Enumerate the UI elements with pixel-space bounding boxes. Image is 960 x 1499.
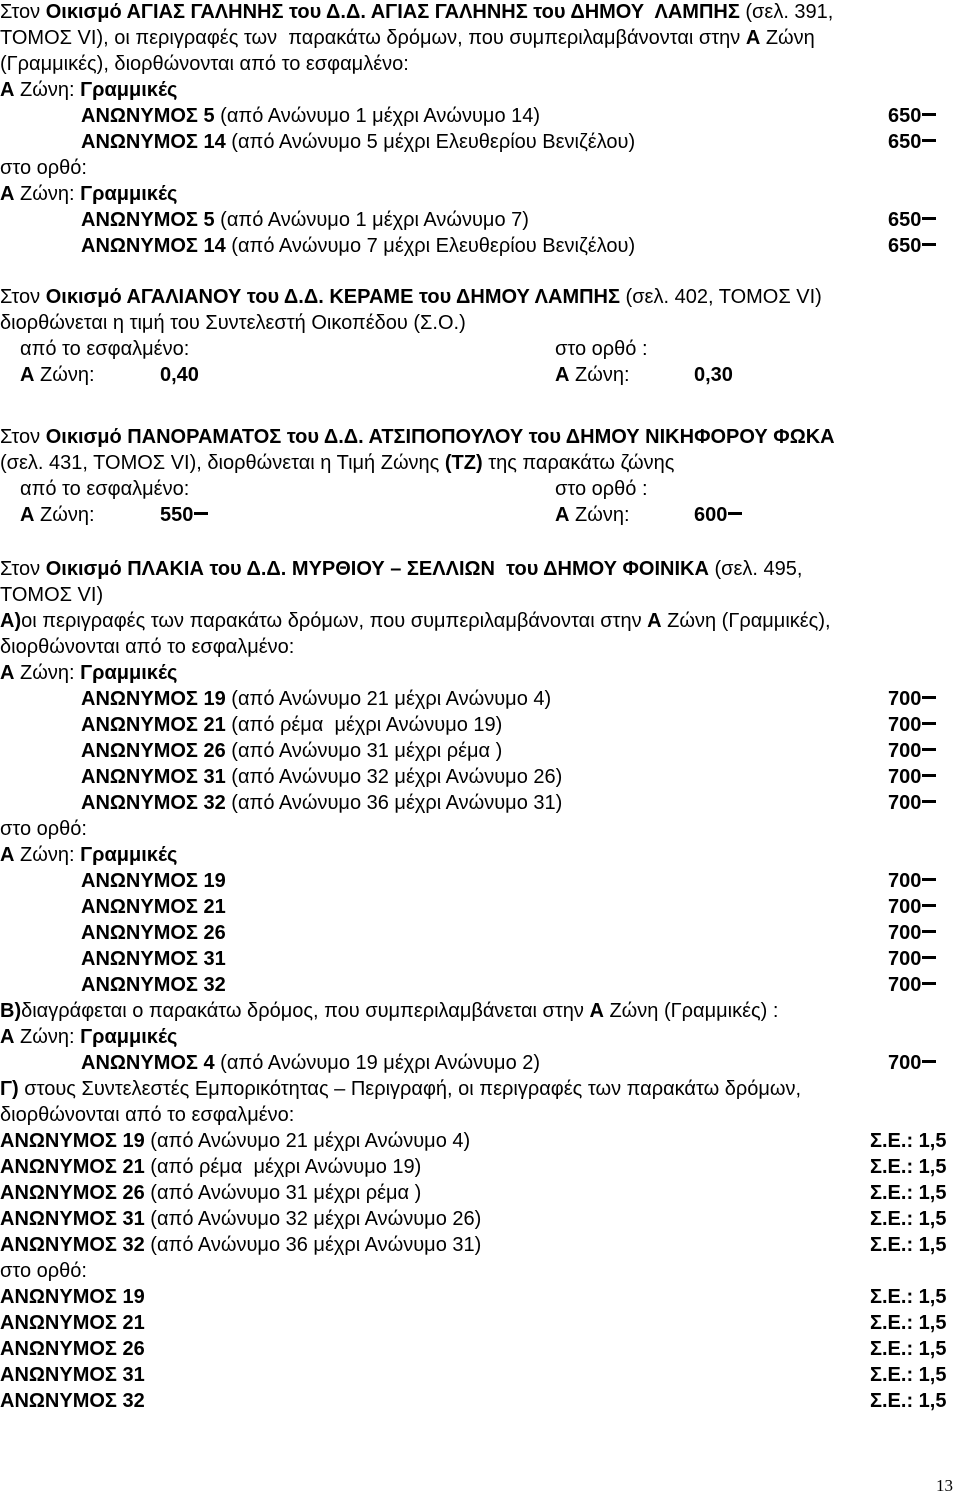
road-desc: (από Ανώνυμο 31 μέχρι ρέμα ) (225, 740, 503, 762)
road-row (0, 1128, 470, 1154)
zone-correct-value (555, 502, 630, 528)
road-row (81, 738, 502, 764)
euro-icon (922, 800, 936, 803)
zone-price-correct (694, 502, 742, 528)
text: Ζώνη: (14, 183, 81, 205)
road-name: ΑΝΩΝΥΜΟΣ 21 (0, 1156, 145, 1178)
text: Ζώνη (Γραμμικές) : (603, 1000, 779, 1022)
text: Ζώνη: (14, 1026, 81, 1048)
subsection-label: Α) (0, 610, 22, 632)
coefficient-wrong: 0,40 (160, 364, 199, 386)
sec2-intro-line1 (0, 284, 822, 310)
zone-letter: Α (555, 364, 570, 386)
text: Ζώνη: (569, 364, 630, 386)
commercial-coefficient: Σ.Ε.: 1,5 (870, 1286, 947, 1308)
zone-letter: Α (20, 504, 35, 526)
zone-price (888, 920, 936, 946)
zone-letter: Α (20, 364, 35, 386)
commercial-coefficient: Σ.Ε.: 1,5 (870, 1234, 947, 1256)
zone-letter: Α (0, 183, 15, 205)
subsection-a (0, 608, 831, 634)
road-desc: (από ρέμα μέχρι Ανώνυμο 19) (144, 1156, 422, 1178)
zone-price (888, 946, 936, 972)
road-number: 5 (203, 209, 215, 231)
euro-icon (922, 139, 936, 142)
text: (σελ. 391, (739, 1, 834, 23)
road-name: ΑΝΩΝΥΜΟΣ 26 (81, 922, 226, 944)
subsection-label: Β) (0, 1000, 22, 1022)
road-desc: (από Ανώνυμο 7 μέχρι Ελευθερίου Βενιζέλου) (225, 235, 636, 257)
text: ΤΟΜΟΣ VI), οι περιγραφές των παρακάτω δρόμων, που συμπεριλαμβάνονται στην (0, 27, 746, 49)
zone-letter: Α (745, 27, 761, 49)
subsection-b (0, 998, 778, 1024)
zone-price (888, 868, 936, 894)
zone-letter: Α (0, 844, 15, 866)
text: (σελ. 431, ΤΟΜΟΣ VI), διορθώνεται η Τιμή Ζώνης (0, 452, 445, 474)
zone-price (888, 894, 936, 920)
road-desc: (από Ανώνυμο 32 μέχρι Ανώνυμο 26) (225, 766, 563, 788)
text: (σελ. 402, ΤΟΜΟΣ VI) (620, 286, 822, 308)
price-value: 550 (160, 504, 194, 526)
price-value: 700 (888, 740, 922, 762)
price-value: 700 (888, 896, 922, 918)
zone-letter: Α (555, 504, 570, 526)
sec4-c-line2: διορθώνονται από το εσφαλμένο: (0, 1104, 295, 1126)
zone-price (888, 233, 936, 259)
wrong-label: από το εσφαλμένο: (20, 478, 190, 500)
commercial-coefficient: Σ.Ε.: 1,5 (870, 1182, 947, 1204)
zone-price (888, 207, 936, 233)
road-name: ΑΝΩΝΥΜΟΣ (81, 209, 204, 231)
zone-type: Γραμμικές (80, 183, 178, 205)
euro-icon (922, 696, 936, 699)
euro-icon (922, 930, 936, 933)
coefficient-correct: 0,30 (694, 364, 733, 386)
zone-price (888, 103, 936, 129)
zone-correct-value (555, 362, 630, 388)
euro-icon (922, 878, 936, 881)
text-bold: (ΤΖ) (444, 452, 483, 474)
sec1-intro-line3: (Γραμμικές), διορθώνονται από το εσφαμλένο: (0, 53, 409, 75)
road-number: 14 (203, 235, 226, 257)
text: Ζώνη: (34, 504, 95, 526)
zone-price (888, 686, 936, 712)
settlement-title: Οικισμό ΠΛΑΚΙΑ του Δ.Δ. ΜΥΡΘΙΟΥ – ΣΕΛΛΙΩΝ του ΔΗΜΟΥ ΦΟΙΝΙΚΑ (45, 558, 709, 580)
road-row (81, 207, 529, 233)
price-value: 650 (888, 235, 922, 257)
sec1-intro-line2 (0, 25, 815, 51)
text: Στον (0, 286, 46, 308)
text: Ζώνη: (34, 364, 95, 386)
sec3-intro-line1 (0, 424, 835, 450)
road-name: ΑΝΩΝΥΜΟΣ (81, 131, 204, 153)
settlement-title: Οικισμό ΑΓΙΑΣ ΓΑΛΗΝΗΣ του Δ.Δ. ΑΓΙΑΣ ΓΑΛΗΝΗΣ του ΔΗΜΟΥ ΛΑΜΠΗΣ (45, 1, 740, 23)
road-row (81, 233, 635, 259)
road-row (81, 712, 502, 738)
zone-price (888, 764, 936, 790)
road-name: ΑΝΩΝΥΜΟΣ 26 (0, 1182, 145, 1204)
price-value: 700 (888, 766, 922, 788)
road-number: 14 (203, 131, 226, 153)
euro-icon (922, 982, 936, 985)
page-number: 13 (936, 1476, 953, 1495)
road-name: ΑΝΩΝΥΜΟΣ (81, 105, 204, 127)
price-value: 700 (888, 948, 922, 970)
zone-price (888, 129, 936, 155)
road-row (81, 686, 551, 712)
price-value: 600 (694, 504, 728, 526)
text: Ζώνη: (14, 662, 81, 684)
commercial-coefficient: Σ.Ε.: 1,5 (870, 1130, 947, 1152)
text: Στον (0, 426, 46, 448)
road-desc: (από Ανώνυμο 5 μέχρι Ελευθερίου Βενιζέλου) (225, 131, 636, 153)
road-row (0, 1154, 421, 1180)
euro-icon (194, 512, 208, 515)
road-name: ΑΝΩΝΥΜΟΣ 31 (81, 948, 226, 970)
sec3-intro-line2 (0, 450, 674, 476)
text: της παρακάτω ζώνης (482, 452, 675, 474)
text: οι περιγραφές των παρακάτω δρόμων, που συμπεριλαμβάνονται στην (21, 610, 648, 632)
correct-label: στο ορθό: (0, 1260, 87, 1282)
euro-icon (922, 748, 936, 751)
sec2-intro-line2: διορθώνεται η τιμή του Συντελεστή Οικοπέδου (Σ.Ο.) (0, 312, 466, 334)
text: διαγράφεται ο παρακάτω δρόμος, που συμπεριλαμβάνεται στην (21, 1000, 590, 1022)
text: (σελ. 495, (708, 558, 803, 580)
commercial-coefficient: Σ.Ε.: 1,5 (870, 1208, 947, 1230)
road-row (81, 764, 562, 790)
correct-label: στο ορθό: (0, 157, 87, 179)
road-name: ΑΝΩΝΥΜΟΣ 32 (0, 1390, 145, 1412)
road-name: ΑΝΩΝΥΜΟΣ 19 (81, 870, 226, 892)
price-value: 700 (888, 714, 922, 736)
road-number: 5 (203, 105, 215, 127)
settlement-title: Οικισμό ΠΑΝΟΡΑΜΑΤΟΣ του Δ.Δ. ΑΤΣΙΠΟΠΟΥΛΟΥ του ΔΗΜΟΥ ΝΙΚΗΦΟΡΟΥ ΦΩΚΑ (45, 426, 835, 448)
price-value: 700 (888, 870, 922, 892)
road-desc: (από Ανώνυμο 31 μέχρι ρέμα ) (144, 1182, 422, 1204)
wrong-label: από το εσφαλμένο: (20, 338, 190, 360)
sec4-intro-line2: ΤΟΜΟΣ VI) (0, 584, 104, 606)
subsection-label: Γ) (0, 1078, 19, 1100)
price-value: 700 (888, 1052, 922, 1074)
road-name: ΑΝΩΝΥΜΟΣ 31 (81, 766, 226, 788)
road-desc: (από Ανώνυμο 21 μέχρι Ανώνυμο 4) (144, 1130, 471, 1152)
road-row (0, 1180, 421, 1206)
euro-icon (922, 956, 936, 959)
road-row (81, 129, 635, 155)
zone-letter: Α (589, 1000, 604, 1022)
road-name: ΑΝΩΝΥΜΟΣ 32 (81, 792, 226, 814)
road-row (81, 790, 562, 816)
price-value: 700 (888, 974, 922, 996)
road-name: ΑΝΩΝΥΜΟΣ 19 (0, 1130, 145, 1152)
zone-wrong-value (20, 362, 95, 388)
price-value: 700 (888, 688, 922, 710)
zone-heading (0, 77, 177, 103)
text: Στον (0, 558, 46, 580)
road-name: ΑΝΩΝΥΜΟΣ 21 (0, 1312, 145, 1334)
correct-label: στο ορθό: (0, 818, 87, 840)
text: Ζώνη: (569, 504, 630, 526)
zone-type: Γραμμικές (80, 79, 178, 101)
euro-icon (922, 774, 936, 777)
zone-price-wrong (160, 502, 208, 528)
road-desc: (από ρέμα μέχρι Ανώνυμο 19) (225, 714, 503, 736)
road-name: ΑΝΩΝΥΜΟΣ 19 (0, 1286, 145, 1308)
commercial-coefficient: Σ.Ε.: 1,5 (870, 1390, 947, 1412)
zone-heading (0, 181, 177, 207)
settlement-title: Οικισμό ΑΓΑΛΙΑΝΟΥ του Δ.Δ. ΚΕΡΑΜΕ του ΔΗΜΟΥ ΛΑΜΠΗΣ (45, 286, 620, 308)
zone-letter: Α (0, 1026, 15, 1048)
euro-icon (728, 512, 742, 515)
price-value: 650 (888, 131, 922, 153)
road-row (81, 1050, 540, 1076)
zone-price (888, 972, 936, 998)
euro-icon (922, 722, 936, 725)
sec4-a-line2: διορθώνονται από το εσφαλμένο: (0, 636, 295, 658)
text: Στον (0, 1, 46, 23)
commercial-coefficient: Σ.Ε.: 1,5 (870, 1312, 947, 1334)
road-name: ΑΝΩΝΥΜΟΣ 19 (81, 688, 226, 710)
zone-price (888, 790, 936, 816)
zone-type: Γραμμικές (80, 662, 178, 684)
road-desc: (από Ανώνυμο 21 μέχρι Ανώνυμο 4) (225, 688, 552, 710)
zone-letter: Α (647, 610, 662, 632)
road-desc: (από Ανώνυμο 1 μέχρι Ανώνυμο 7) (214, 209, 529, 231)
commercial-coefficient: Σ.Ε.: 1,5 (870, 1338, 947, 1360)
euro-icon (922, 217, 936, 220)
road-name: ΑΝΩΝΥΜΟΣ 31 (0, 1364, 145, 1386)
commercial-coefficient: Σ.Ε.: 1,5 (870, 1364, 947, 1386)
road-name: ΑΝΩΝΥΜΟΣ 32 (0, 1234, 145, 1256)
price-value: 650 (888, 105, 922, 127)
correct-label: στο ορθό : (555, 478, 648, 500)
zone-type: Γραμμικές (80, 1026, 178, 1048)
commercial-coefficient: Σ.Ε.: 1,5 (870, 1156, 947, 1178)
road-desc: (από Ανώνυμο 1 μέχρι Ανώνυμο 14) (214, 105, 541, 127)
euro-icon (922, 113, 936, 116)
road-row (0, 1232, 481, 1258)
road-row (0, 1206, 481, 1232)
correct-label: στο ορθό : (555, 338, 648, 360)
price-value: 700 (888, 792, 922, 814)
road-desc: (από Ανώνυμο 36 μέχρι Ανώνυμο 31) (225, 792, 563, 814)
road-desc: (από Ανώνυμο 19 μέχρι Ανώνυμο 2) (214, 1052, 541, 1074)
euro-icon (922, 904, 936, 907)
price-value: 700 (888, 922, 922, 944)
euro-icon (922, 243, 936, 246)
road-name: ΑΝΩΝΥΜΟΣ 32 (81, 974, 226, 996)
sec4-intro-line1 (0, 556, 802, 582)
road-desc: (από Ανώνυμο 36 μέχρι Ανώνυμο 31) (144, 1234, 482, 1256)
text: Ζώνη: (14, 844, 81, 866)
subsection-c (0, 1076, 801, 1102)
text: Ζώνη (Γραμμικές), (661, 610, 831, 632)
text: Ζώνη: (14, 79, 81, 101)
sec1-intro-line1 (0, 0, 833, 25)
zone-heading (0, 1024, 177, 1050)
zone-letter: Α (0, 79, 15, 101)
zone-heading (0, 842, 177, 868)
road-name: ΑΝΩΝΥΜΟΣ 21 (81, 896, 226, 918)
zone-letter: Α (0, 662, 15, 684)
zone-price (888, 738, 936, 764)
text: Ζώνη (760, 27, 815, 49)
road-name: ΑΝΩΝΥΜΟΣ 26 (0, 1338, 145, 1360)
road-name: ΑΝΩΝΥΜΟΣ 26 (81, 740, 226, 762)
zone-heading (0, 660, 177, 686)
zone-price (888, 1050, 936, 1076)
zone-type: Γραμμικές (80, 844, 178, 866)
road-name: ΑΝΩΝΥΜΟΣ (81, 235, 204, 257)
road-name: ΑΝΩΝΥΜΟΣ 4 (81, 1052, 215, 1074)
price-value: 650 (888, 209, 922, 231)
road-name: ΑΝΩΝΥΜΟΣ 31 (0, 1208, 145, 1230)
road-row (81, 103, 540, 129)
road-desc: (από Ανώνυμο 32 μέχρι Ανώνυμο 26) (144, 1208, 482, 1230)
road-name: ΑΝΩΝΥΜΟΣ 21 (81, 714, 226, 736)
text: στους Συντελεστές Εμπορικότητας – Περιγραφή, οι περιγραφές των παρακάτω δρόμων, (18, 1078, 802, 1100)
zone-wrong-value (20, 502, 95, 528)
euro-icon (922, 1060, 936, 1063)
zone-price (888, 712, 936, 738)
